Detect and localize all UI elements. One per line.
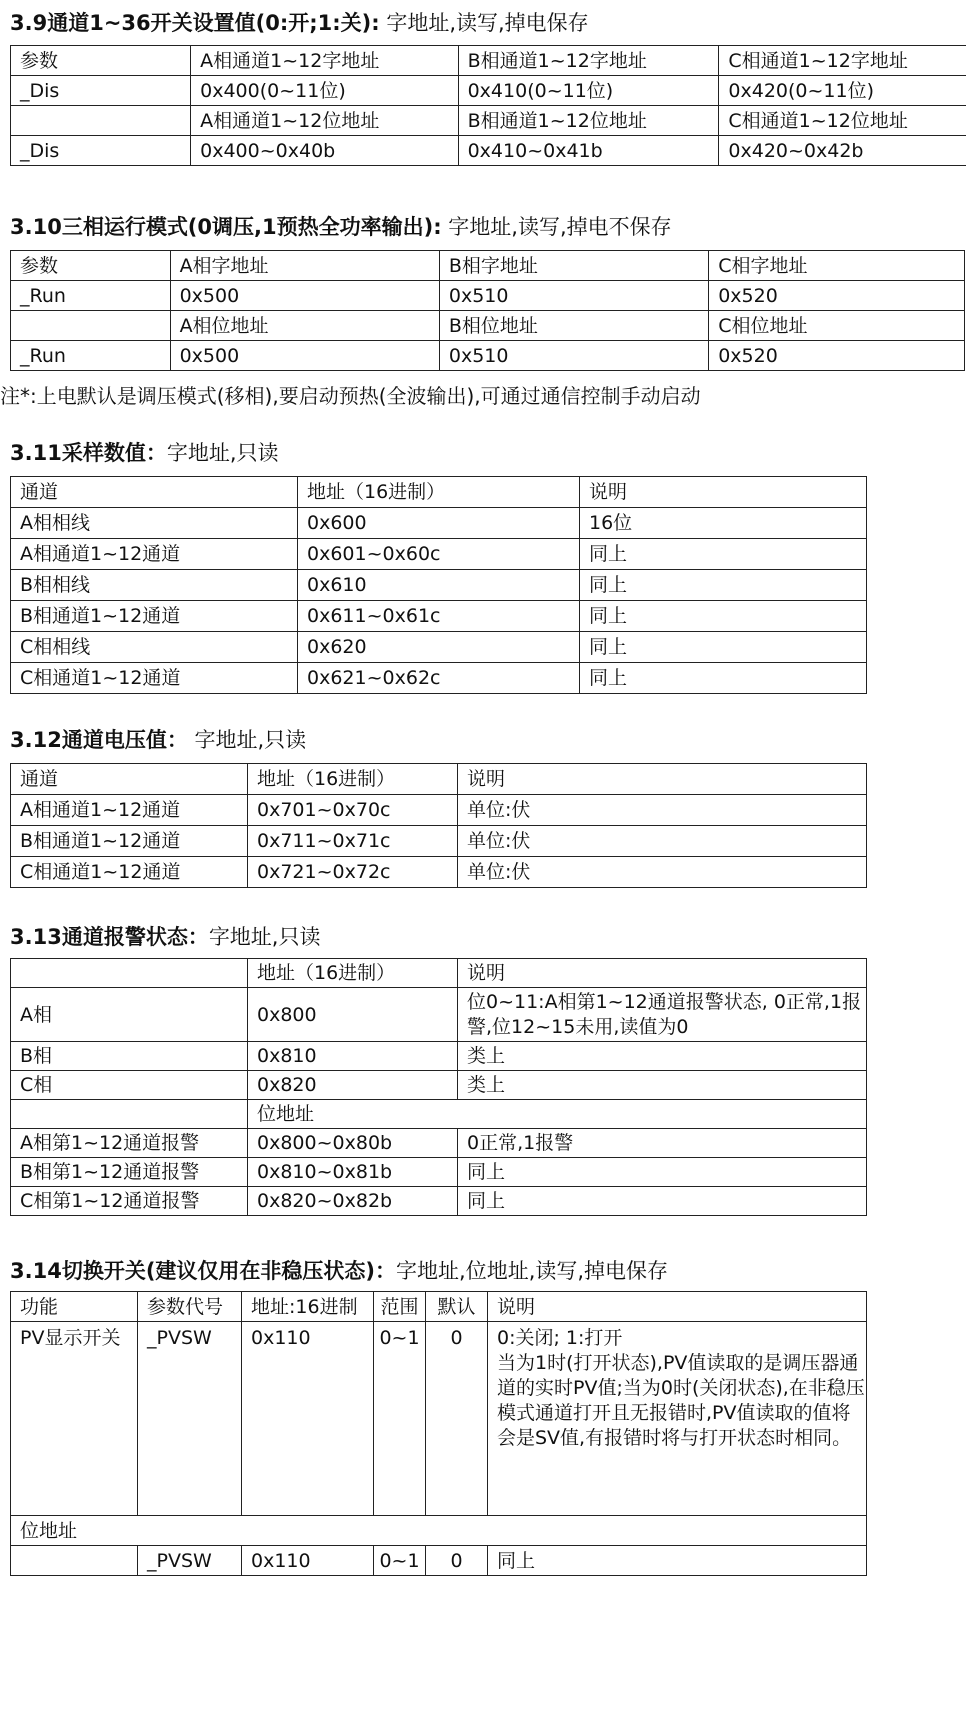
section-3-9-heading: [10, 10, 589, 36]
section-3-11-heading: [10, 440, 279, 466]
section-3-10-subtitle: 字地址,读写,掉电不保存: [441, 215, 672, 239]
table-cell: [11, 311, 171, 341]
table-row: [11, 764, 867, 795]
table-cell: A相第1~12通道报警: [11, 1129, 248, 1158]
section-3-10-note: 注*:上电默认是调压模式(移相),要启动预热(全波输出),可通过通信控制手动启动: [0, 384, 701, 408]
table-cell: _Dis: [11, 76, 191, 106]
table-cell: 位0~11:A相第1~12通道报警状态, 0正常,1报警,位12~15未用,读值为0: [458, 988, 867, 1042]
table-3-11: [10, 476, 867, 694]
table-row: [11, 959, 867, 988]
table-cell: B相通道1~12位地址: [458, 106, 719, 136]
table-row: [11, 136, 966, 166]
table-cell: 地址（16进制）: [298, 477, 580, 508]
table-cell: 0x500: [170, 281, 439, 311]
table-cell: 0x800~0x80b: [248, 1129, 458, 1158]
table-row: [11, 601, 867, 632]
table-3-14: [10, 1291, 867, 1576]
table-cell: 0: [426, 1322, 488, 1516]
table-cell: 参数: [11, 251, 171, 281]
table-row: [11, 1516, 867, 1546]
table-cell: _PVSW: [138, 1322, 242, 1516]
table-cell: 地址（16进制）: [248, 764, 458, 795]
pv-switch-description: [488, 1322, 867, 1516]
table-row: [11, 663, 867, 694]
table-cell: C相第1~12通道报警: [11, 1187, 248, 1216]
table-cell: 0x410(0~11位): [458, 76, 719, 106]
table-cell: 同上: [458, 1158, 867, 1187]
table-row: [11, 1100, 867, 1129]
table-cell: 0x520: [709, 281, 965, 311]
table-3-12: [10, 763, 867, 888]
table-row: [11, 76, 966, 106]
table-row: [11, 1071, 867, 1100]
table-cell: A相位地址: [170, 311, 439, 341]
table-row: [11, 1042, 867, 1071]
table-cell: 同上: [580, 570, 867, 601]
table-row: [11, 251, 965, 281]
section-3-10-heading: [10, 214, 672, 240]
table-cell: C相通道1~12字地址: [719, 46, 966, 76]
table-row: [11, 988, 867, 1042]
section-3-9-subtitle: 字地址,读写,掉电保存: [379, 11, 589, 35]
table-cell: B相通道1~12通道: [11, 826, 248, 857]
table-cell: B相位地址: [439, 311, 708, 341]
table-cell: 单位:伏: [458, 857, 867, 888]
table-cell: 单位:伏: [458, 795, 867, 826]
description-line: 当为1时(打开状态),PV值读取的是调压器通道的实时PV值;当为0时(关闭状态),在非稳压模式通道打开且无报错时,PV值读取的值将会是SV值,有报错时将与打开状态时相同。: [497, 1352, 865, 1449]
table-cell: 0x520: [709, 341, 965, 371]
table-cell: 类上: [458, 1042, 867, 1071]
table-row: [11, 826, 867, 857]
empty-cell: [11, 1100, 248, 1129]
table-cell: 0x500: [170, 341, 439, 371]
table-3-13: [10, 958, 867, 1216]
table-cell: 同上: [458, 1187, 867, 1216]
table-cell: 说明: [458, 764, 867, 795]
table-cell: 0x721~0x72c: [248, 857, 458, 888]
table-cell: [11, 959, 248, 988]
table-cell: 说明: [458, 959, 867, 988]
table-cell: _Dis: [11, 136, 191, 166]
section-3-13-subtitle: 字地址,只读: [208, 925, 321, 949]
section-3-13-title: 3.13通道报警状态：: [10, 925, 209, 949]
table-cell: 16位: [580, 508, 867, 539]
table-cell: 同上: [488, 1546, 867, 1576]
table-cell: 说明: [580, 477, 867, 508]
table-cell: 0x110: [242, 1546, 374, 1576]
table-cell: A相通道1~12位地址: [191, 106, 458, 136]
table-cell: 0x410~0x41b: [458, 136, 719, 166]
table-cell: 功能: [11, 1292, 138, 1322]
table-cell: 0x820: [248, 1071, 458, 1100]
table-cell: PV显示开关: [11, 1322, 138, 1516]
bit-address-label: 位地址: [248, 1100, 867, 1129]
table-cell: 0~1: [374, 1322, 426, 1516]
table-cell: C相相线: [11, 632, 298, 663]
table-row: [11, 1158, 867, 1187]
table-cell: 参数代号: [138, 1292, 242, 1322]
table-cell: 0x620: [298, 632, 580, 663]
table-cell: 0x810: [248, 1042, 458, 1071]
table-cell: 说明: [488, 1292, 867, 1322]
table-cell: 通道: [11, 477, 298, 508]
table-row: [11, 1129, 867, 1158]
table-cell: C相通道1~12通道: [11, 663, 298, 694]
table-row: [11, 508, 867, 539]
table-cell: 0x611~0x61c: [298, 601, 580, 632]
table-cell: 0x610: [298, 570, 580, 601]
table-cell: A相相线: [11, 508, 298, 539]
table-cell: C相: [11, 1071, 248, 1100]
table-cell: 0x601~0x60c: [298, 539, 580, 570]
table-cell: 同上: [580, 632, 867, 663]
description-line: 0:关闭; 1:打开: [497, 1327, 623, 1349]
table-row: [11, 341, 965, 371]
section-3-14-title: 3.14切换开关(建议仅用在非稳压状态)：: [10, 1259, 397, 1283]
table-cell: 0x420(0~11位): [719, 76, 966, 106]
table-cell: 类上: [458, 1071, 867, 1100]
table-cell: C相通道1~12位地址: [719, 106, 966, 136]
table-row: [11, 311, 965, 341]
table-3-10: [10, 250, 965, 371]
table-cell: [11, 106, 191, 136]
table-row: [11, 1546, 867, 1576]
table-cell: 0x420~0x42b: [719, 136, 966, 166]
section-3-11-title: 3.11采样数值：: [10, 441, 167, 465]
table-cell: 地址:16进制: [242, 1292, 374, 1322]
section-3-10-title: 3.10三相运行模式(0调压,1预热全功率输出):: [10, 215, 442, 239]
table-row: [11, 106, 966, 136]
table-cell: A相通道1~12通道: [11, 539, 298, 570]
section-3-12-subtitle: 字地址,只读: [187, 728, 307, 752]
table-cell: 0x510: [439, 341, 708, 371]
table-cell: 通道: [11, 764, 248, 795]
table-cell: 0x810~0x81b: [248, 1158, 458, 1187]
table-row: [11, 477, 867, 508]
table-cell: 0: [426, 1546, 488, 1576]
table-row: [11, 795, 867, 826]
table-cell: B相字地址: [439, 251, 708, 281]
table-cell: 0x110: [242, 1322, 374, 1516]
table-cell: B相通道1~12字地址: [458, 46, 719, 76]
table-cell: 0x621~0x62c: [298, 663, 580, 694]
table-cell: [11, 1546, 138, 1576]
table-row: [11, 1292, 867, 1322]
table-cell: 同上: [580, 663, 867, 694]
table-cell: A相通道1~12通道: [11, 795, 248, 826]
table-row: [11, 570, 867, 601]
table-cell: 同上: [580, 601, 867, 632]
table-row: [11, 1322, 867, 1516]
table-cell: A相: [11, 988, 248, 1042]
table-cell: A相通道1~12字地址: [191, 46, 458, 76]
table-cell: 0~1: [374, 1546, 426, 1576]
table-cell: 0x701~0x70c: [248, 795, 458, 826]
table-cell: 地址（16进制）: [248, 959, 458, 988]
section-3-13-heading: [10, 924, 321, 950]
section-3-14-subtitle: 字地址,位地址,读写,掉电保存: [396, 1259, 669, 1283]
table-row: [11, 857, 867, 888]
table-cell: B相: [11, 1042, 248, 1071]
table-cell: C相字地址: [709, 251, 965, 281]
bit-address-label: 位地址: [11, 1516, 867, 1546]
table-cell: 单位:伏: [458, 826, 867, 857]
section-3-12-title: 3.12通道电压值：: [10, 728, 188, 752]
table-3-9: [10, 45, 966, 166]
table-cell: 0x820~0x82b: [248, 1187, 458, 1216]
table-cell: C相通道1~12通道: [11, 857, 248, 888]
table-row: [11, 1187, 867, 1216]
table-cell: 同上: [580, 539, 867, 570]
table-cell: 范围: [374, 1292, 426, 1322]
section-3-9-title: 3.9通道1~36开关设置值(0:开;1:关):: [10, 11, 380, 35]
table-row: [11, 281, 965, 311]
table-cell: 默认: [426, 1292, 488, 1322]
table-cell: 0正常,1报警: [458, 1129, 867, 1158]
table-cell: 0x600: [298, 508, 580, 539]
table-cell: 0x800: [248, 988, 458, 1042]
section-3-11-subtitle: 字地址,只读: [166, 441, 279, 465]
table-cell: B相第1~12通道报警: [11, 1158, 248, 1187]
table-cell: 0x400~0x40b: [191, 136, 458, 166]
table-cell: _PVSW: [138, 1546, 242, 1576]
section-3-14-heading: [10, 1258, 668, 1284]
table-cell: _Run: [11, 281, 171, 311]
table-row: [11, 632, 867, 663]
table-row: [11, 539, 867, 570]
table-cell: 0x510: [439, 281, 708, 311]
table-cell: 0x711~0x71c: [248, 826, 458, 857]
table-cell: B相相线: [11, 570, 298, 601]
table-row: [11, 46, 966, 76]
table-cell: A相字地址: [170, 251, 439, 281]
table-cell: 0x400(0~11位): [191, 76, 458, 106]
table-cell: B相通道1~12通道: [11, 601, 298, 632]
table-cell: C相位地址: [709, 311, 965, 341]
table-cell: _Run: [11, 341, 171, 371]
table-cell: 参数: [11, 46, 191, 76]
section-3-12-heading: [10, 727, 306, 753]
